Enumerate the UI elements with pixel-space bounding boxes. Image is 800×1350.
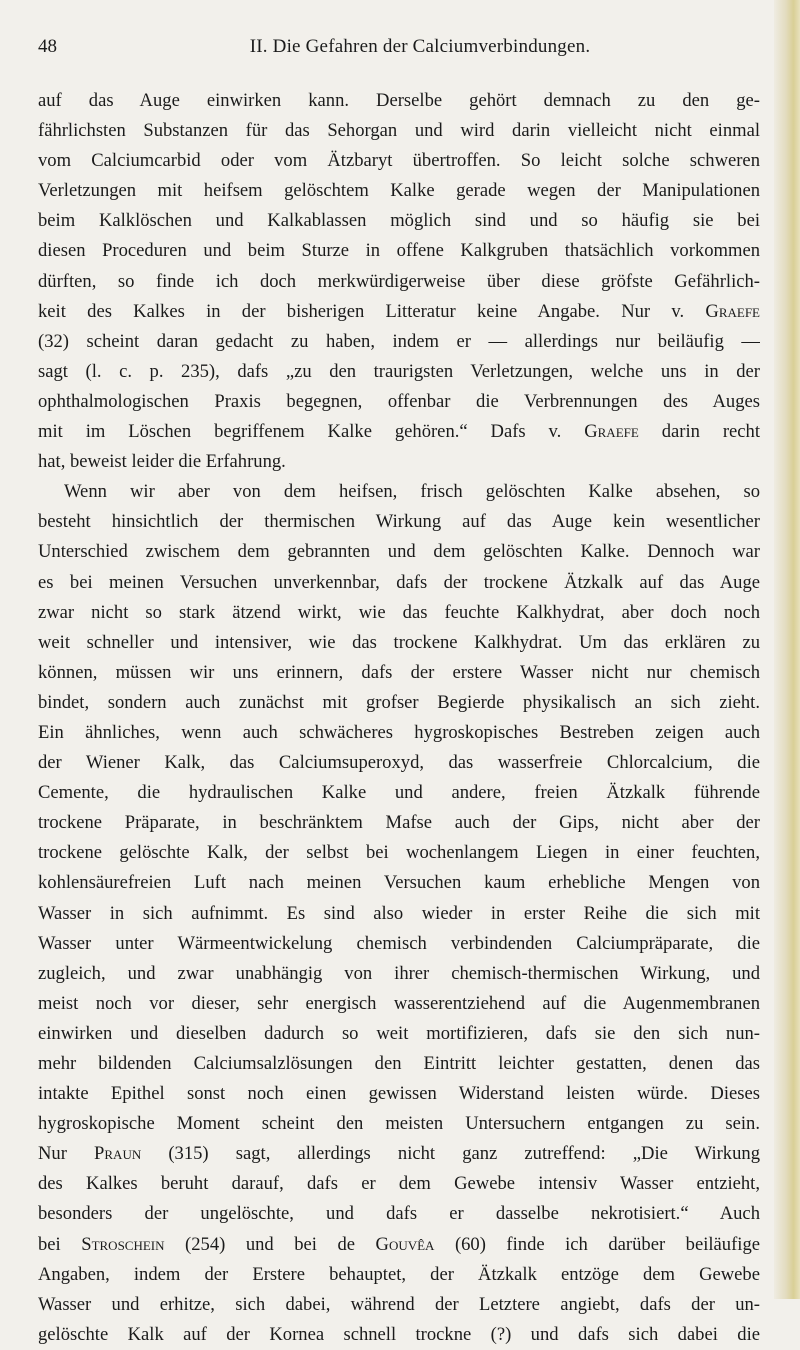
text-line: besteht hinsichtlich der thermischen Wirkung auf das Auge kein wesentlicher (38, 511, 760, 533)
text-line: trockene gelöschte Kalk, der selbst bei wochenlangem Liegen in einer feuchten, (38, 842, 760, 864)
page-edge (774, 0, 800, 1299)
text-line: (32) scheint daran gedacht zu haben, indem er — allerdings nur beiläufig — (38, 330, 760, 352)
text-line: Ein ähnliches, wenn auch schwächeres hygroskopisches Bestreben zeigen auch (38, 721, 760, 743)
text-line: Nur Praun (315) sagt, allerdings nicht ganz zutreffend: „Die Wirkung (38, 1143, 760, 1165)
text-line: intakte Epithel sonst noch einen gewissen Widerstand leisten würde. Dieses (38, 1083, 760, 1105)
text-line: zwar nicht so stark ätzend wirkt, wie das feuchte Kalkhydrat, aber doch noch (38, 601, 760, 623)
text-line: diesen Proceduren und beim Sturze in offene Kalkgruben thatsächlich vorkommen (38, 240, 760, 262)
body-text (38, 86, 760, 1350)
author-name: Graefe (584, 421, 639, 443)
text-line: weit schneller und intensiver, wie das trockene Kalkhydrat. Um das erklären zu (38, 631, 760, 653)
page-header (38, 36, 758, 66)
text-line: es bei meinen Versuchen unverkennbar, dafs der trockene Ätzkalk auf das Auge (38, 571, 760, 593)
text-line: vom Calciumcarbid oder vom Ätzbaryt übertroffen. So leicht solche schweren (38, 150, 760, 172)
text-line: Wasser in sich aufnimmt. Es sind also wieder in erster Reihe die sich mit (38, 902, 760, 924)
paragraph-start-line: Wenn wir aber von dem heifsen, frisch gelöschten Kalke absehen, so (64, 481, 760, 503)
text-line: des Kalkes beruht darauf, dafs er dem Gewebe intensiv Wasser entzieht, (38, 1173, 760, 1195)
text-line: besonders der ungelöschte, und dafs er dasselbe nekrotisiert.“ Auch (38, 1203, 760, 1225)
text-line: Cemente, die hydraulischen Kalke und andere, freien Ätzkalk führende (38, 782, 760, 804)
text-line: bei Stroschein (254) und bei de Gouvêa (60) finde ich darüber beiläufige (38, 1233, 760, 1255)
text-line: Wasser unter Wärmeentwickelung chemisch verbindenden Calciumpräparate, die (38, 932, 760, 954)
paragraph-end-line: hat, beweist leider die Erfahrung. (38, 451, 286, 473)
text-line: Unterschied zwischem dem gebrannten und dem gelöschten Kalke. Dennoch war (38, 541, 760, 563)
text-line: trockene Präparate, in beschränktem Mafse auch der Gips, nicht aber der (38, 812, 760, 834)
text-line: Angaben, indem der Erstere behauptet, der Ätzkalk entzöge dem Gewebe (38, 1263, 760, 1285)
text-line: können, müssen wir uns erinnern, dafs der erstere Wasser nicht nur chemisch (38, 661, 760, 683)
text-line: ophthalmologischen Praxis begegnen, offenbar die Verbrennungen des Auges (38, 390, 760, 412)
text-line: sagt (l. c. p. 235), dafs „zu den traurigsten Verletzungen, welche uns in der (38, 360, 760, 382)
text-line: hygroskopische Moment scheint den meisten Untersuchern entgangen zu sein. (38, 1113, 760, 1135)
text-line: beim Kalklöschen und Kalkablassen möglich sind und so häufig sie bei (38, 210, 760, 232)
author-name: Gouvêa (375, 1233, 435, 1255)
text-line: dürften, so finde ich doch merkwürdigerweise über diese gröfste Gefährlich- (38, 270, 760, 292)
text-line: keit des Kalkes in der bisherigen Litteratur keine Angabe. Nur v. Graefe (38, 300, 760, 322)
text-line: fährlichsten Substanzen für das Sehorgan und wird darin vielleicht nicht einmal (38, 120, 760, 142)
author-name: Praun (94, 1143, 142, 1165)
text-line: mit im Löschen begriffenem Kalke gehören.“ Dafs v. Graefe darin recht (38, 421, 760, 443)
text-line: einwirken und dieselben dadurch so weit mortifizieren, dafs sie den sich nun- (38, 1022, 760, 1044)
text-line: bindet, sondern auch zunächst mit grofser Begierde physikalisch an sich zieht. (38, 691, 760, 713)
text-line: meist noch vor dieser, sehr energisch wasserentziehend auf die Augenmembranen (38, 992, 760, 1014)
text-line: mehr bildenden Calciumsalzlösungen den Eintritt leichter gestatten, denen das (38, 1053, 760, 1074)
author-name: Graefe (705, 300, 760, 322)
text-line: kohlensäurefreien Luft nach meinen Versuchen kaum erhebliche Mengen von (38, 872, 760, 894)
text-line: Wasser und erhitze, sich dabei, während der Letztere angiebt, dafs der un- (38, 1293, 760, 1315)
text-line: gelöschte Kalk auf der Kornea schnell trockne (?) und dafs sich dabei die (38, 1323, 760, 1345)
page-number: 48 (38, 36, 57, 57)
author-name: Stroschein (81, 1233, 165, 1255)
text-line: auf das Auge einwirken kann. Derselbe gehört demnach zu den ge- (38, 90, 760, 111)
running-head: II. Die Gefahren der Calciumverbindungen. (249, 36, 591, 57)
text-line: Verletzungen mit heifsem gelöschtem Kalke gerade wegen der Manipulationen (38, 180, 760, 202)
text-line: zugleich, und zwar unabhängig von ihrer chemisch-thermischen Wirkung, und (38, 962, 760, 984)
text-line: der Wiener Kalk, das Calciumsuperoxyd, das wasserfreie Chlorcalcium, die (38, 752, 760, 774)
